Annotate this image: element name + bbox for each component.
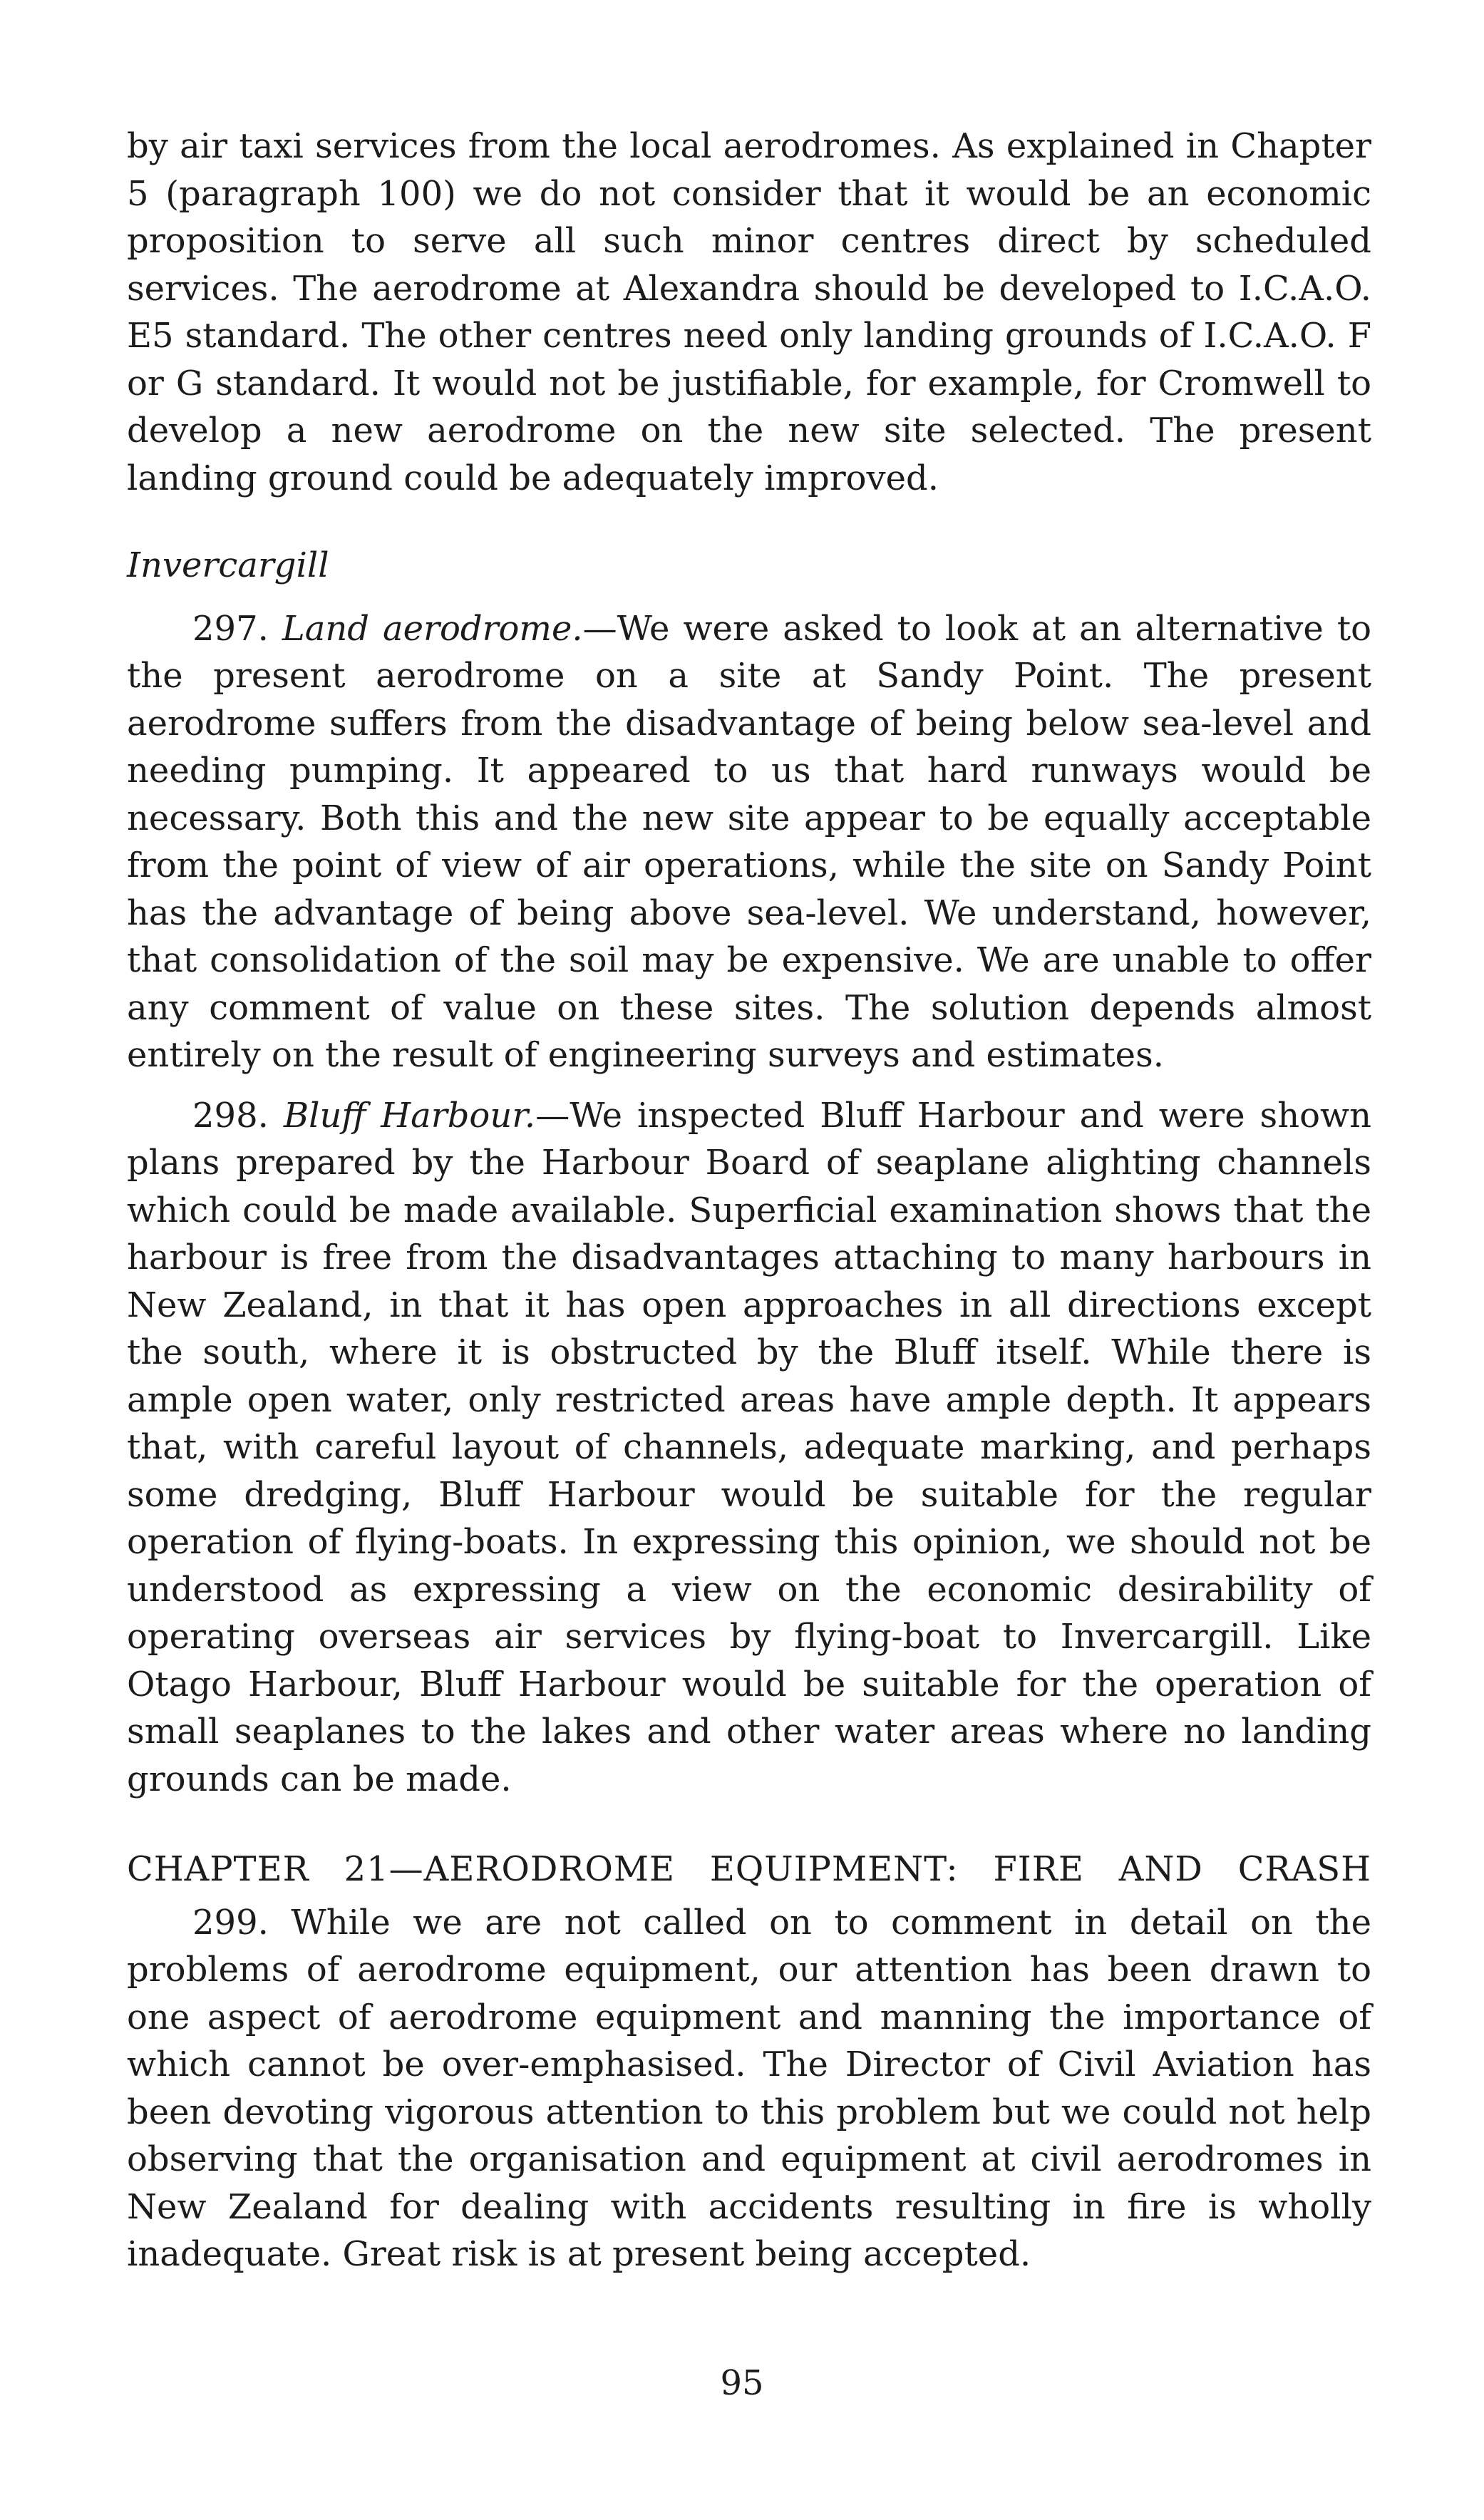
page-body: [127, 123, 1371, 2278]
page-number: 95: [720, 2363, 764, 2403]
paragraph-title: Bluff Harbour.: [283, 1095, 536, 1136]
paragraph-299: [127, 1899, 1371, 2278]
section-heading-invercargill: Invercargill: [127, 545, 329, 585]
paragraph-dash: —: [582, 608, 617, 649]
paragraph-text: We were asked to look at an alternative to the present aerodrome on a site at Sandy Point. The present aerodrome suffers from the disadvantage of being below sea-level and needing pumping. It appeared to us that hard runways would be necessary. Both this and the new site appear to be equally acceptable from the point of view of air operations, while the site on Sandy Point has the advantage of being above sea-level. We understand, however, that consolidation of the soil may be expensive. We are unable to offer any comment of value on these sites. The solution depends almost entirely on the result of engineering surveys and estimates.: [127, 608, 1372, 1075]
paragraph-text: While we are not called on to comment in detail on the problems of aerodrome equipment, our attention has been drawn to one aspect of aerodrome equipment and manning the importance of which cannot be over-emphasised. The Director of Civil Aviation has been devoting vigorous attention to this problem but we could not help observing that the organisation and equipment at civil aerodromes in New Zealand for dealing with accidents resulting in fire is wholly inadequate. Great risk is at present being accepted.: [127, 1902, 1371, 2274]
paragraph-number: 297.: [192, 608, 269, 649]
chapter-heading: CHAPTER 21—AERODROME EQUIPMENT: FIRE AND CRASH: [127, 1849, 1371, 1889]
intro-paragraph: by air taxi services from the local aerodromes. As explained in Chapter 5 (paragraph 100) we do not consider that it would be an economic proposition to serve all such minor centres direct by scheduled services. The aerodrome at Alexandra should be developed to I.C.A.O. E5 standard. The other centres need only landing grounds of I.C.A.O. F or G standard. It would not be justifiable, for example, for Cromwell to develop a new aerodrome on the new site selected. The present landing ground could be adequately improved.: [127, 126, 1371, 498]
paragraph-title: Land aerodrome.: [282, 608, 583, 649]
paragraph-dash: —: [535, 1095, 570, 1136]
paragraph-text: We inspected Bluff Harbour and were shown plans prepared by the Harbour Board of seaplane alighting channels which could be made available. Superficial examination shows that the harbour is free from the disadvantages attaching to many harbours in New Zealand, in that it has open approaches in all directions except the south, where it is obstructed by the Bluff itself. While there is ample open water, only restricted areas have ample depth. It appears that, with careful layout of channels, adequate marking, and perhaps some dredging, Bluff Harbour would be suitable for the regular operation of flying-boats. In expressing this opinion, we should not be understood as expressing a view on the economic desirability of operating overseas air services by flying-boat to Invercargill. Like Otago Harbour, Bluff Harbour would be suitable for the operation of small seaplanes to the lakes and other water areas where no landing grounds can be made.: [127, 1095, 1371, 1799]
paragraph-298: [127, 1092, 1371, 1804]
paragraph-297: [127, 605, 1371, 1079]
paragraph-number: 298.: [192, 1095, 269, 1136]
paragraph-number: 299.: [192, 1902, 269, 1943]
